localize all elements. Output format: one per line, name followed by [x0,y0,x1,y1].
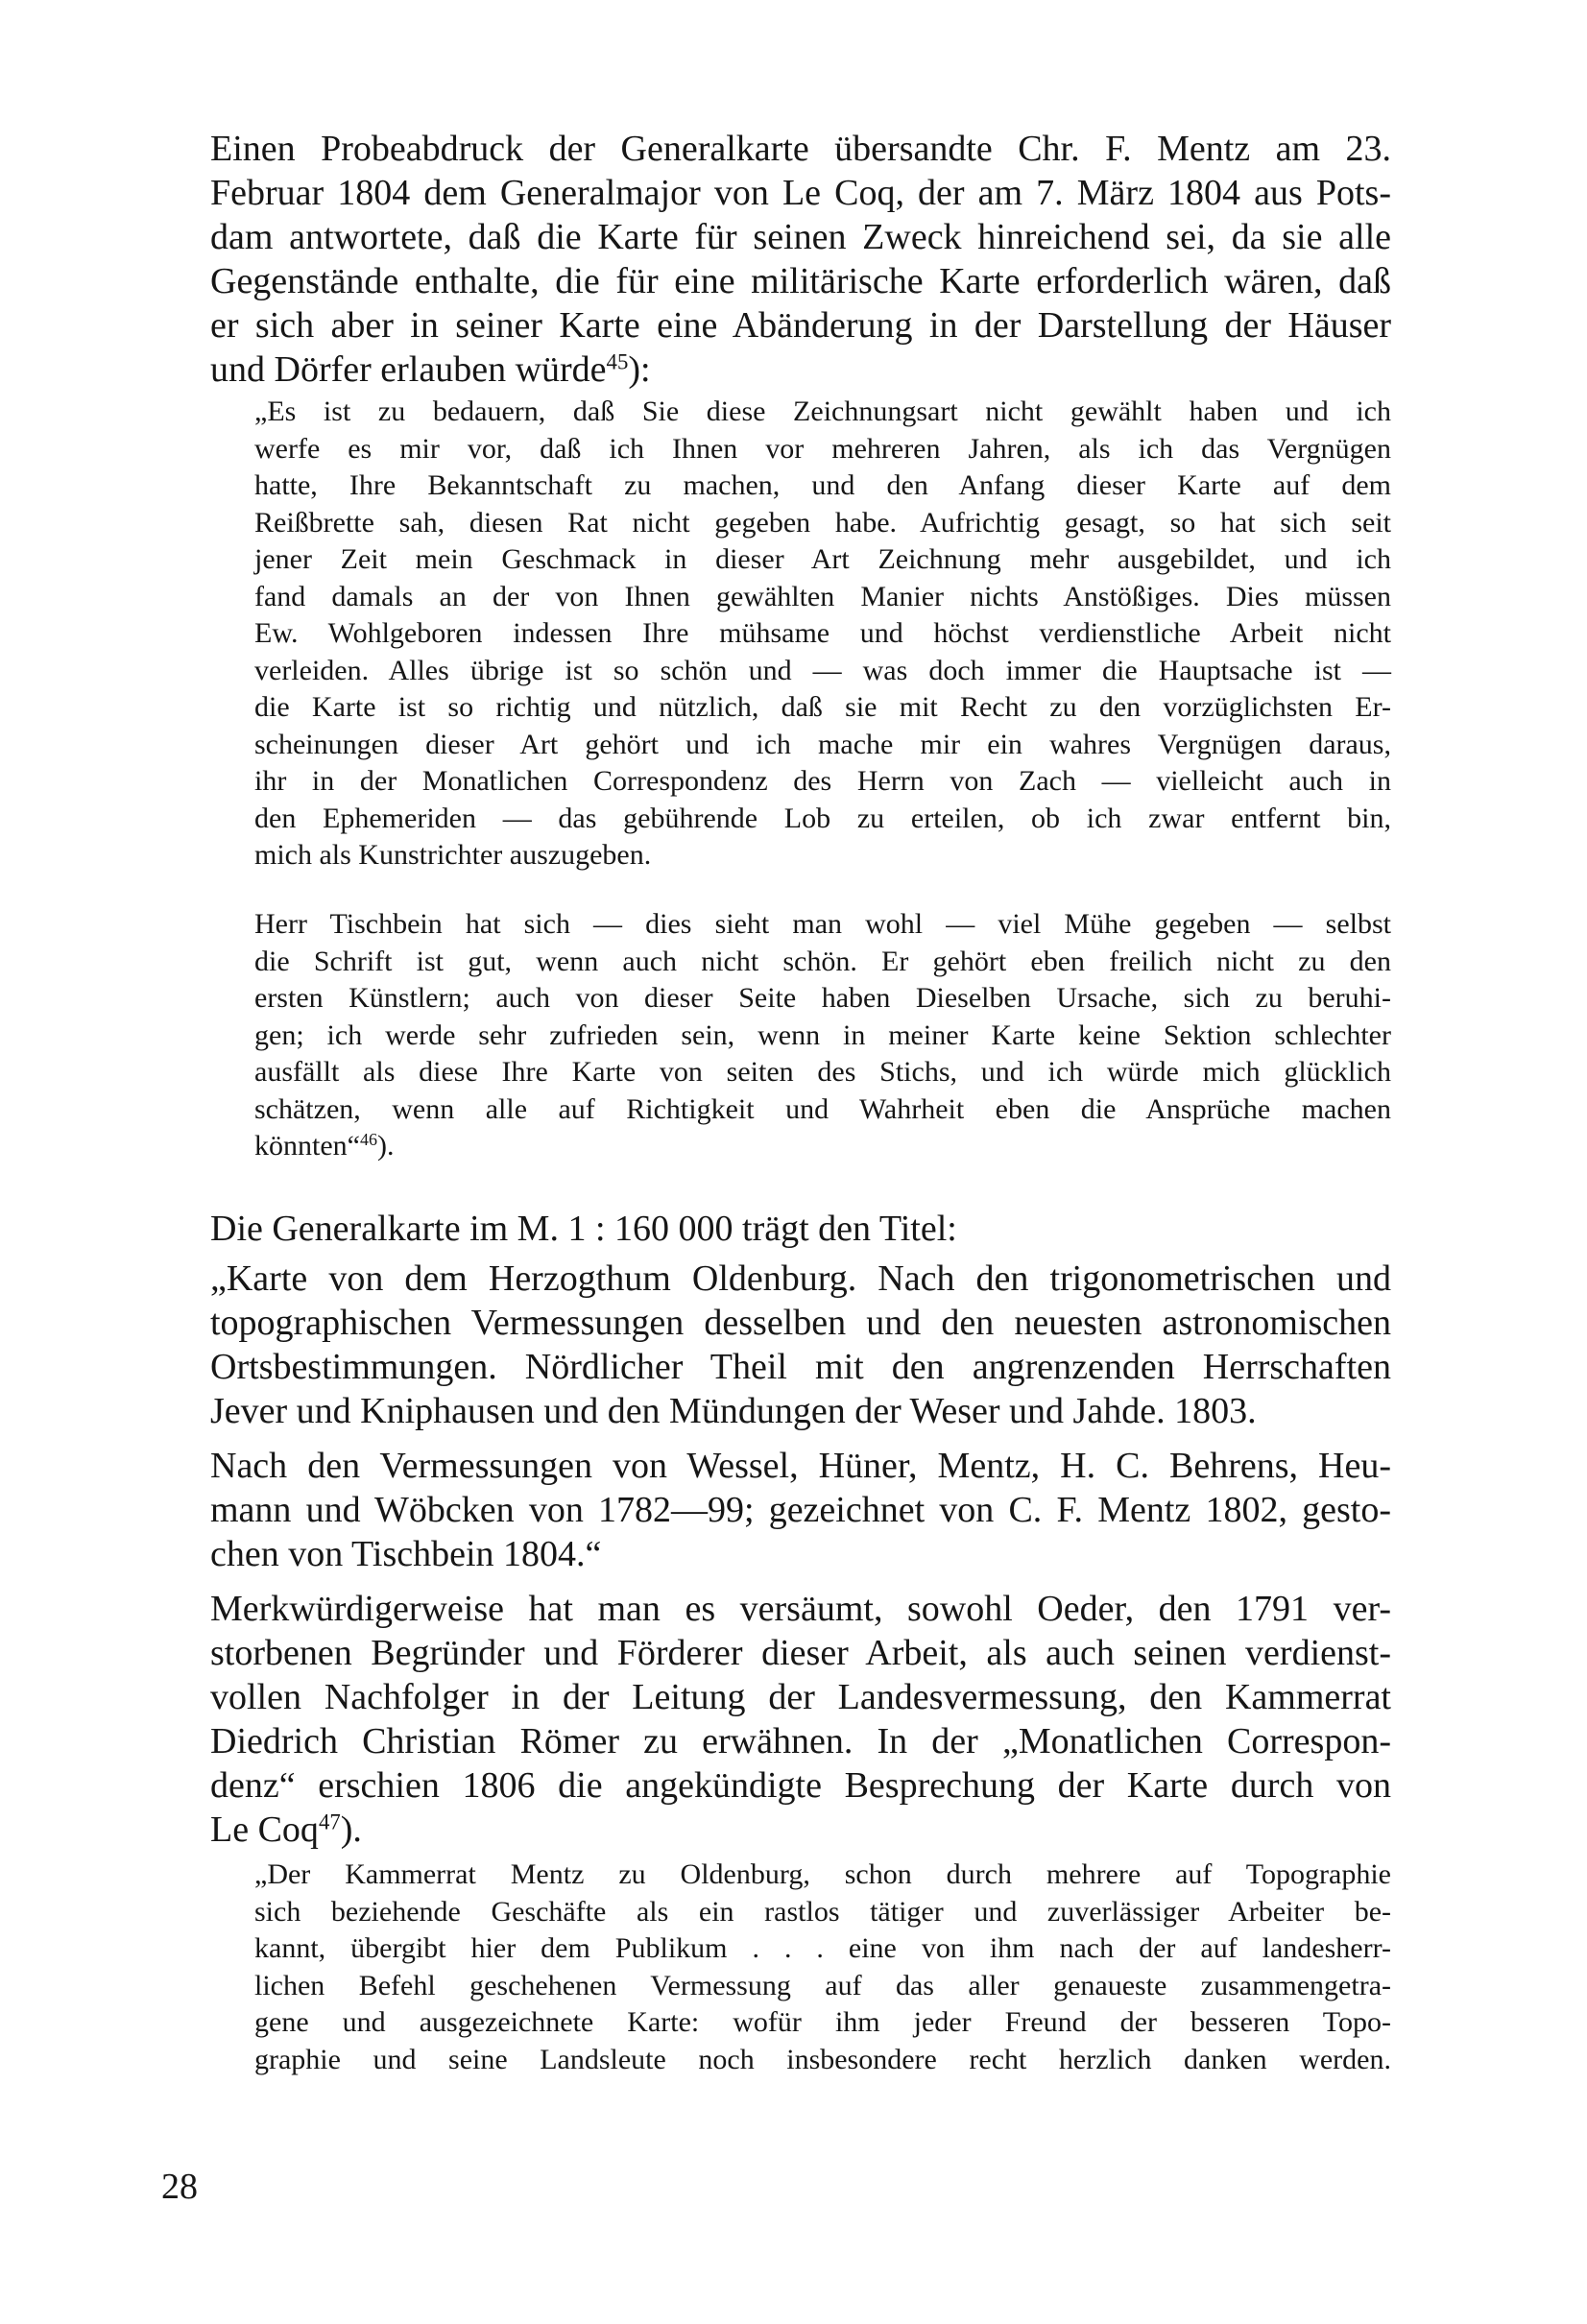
text-line: gen; ich werde sehr zufrieden sein, wenn in meiner Karte keine Sektion schlechter [254,1018,1391,1051]
text-line: Februar 1804 dem Generalmajor von Le Coq, der am 7. März 1804 aus Pots- [210,173,1391,213]
text-line: schätzen, wenn alle auf Richtigkeit und Wahrheit eben die Ansprüche machen [254,1092,1391,1125]
text-line: hatte, Ihre Bekanntschaft zu machen, und den Anfang dieser Karte auf dem [254,469,1391,501]
quote-block-tischbein [210,906,1391,1165]
text-line: lichen Befehl geschehenen Vermessung auf das aller genaueste zusammengetra- [254,1969,1391,2001]
text-fragment: ). [340,1809,362,1850]
text-line: mann und Wöbcken von 1782—99; gezeichnet von C. F. Mentz 1802, gesto- [210,1490,1391,1530]
text-line: Gegenstände enthalte, die für eine militärische Karte erforderlich wären, daß [210,261,1391,301]
text-line: den Ephemeriden — das gebührende Lob zu erteilen, ob ich zwar entfernt bin, [254,802,1391,834]
text-line: gene und ausgezeichnete Karte: wofür ihm jeder Freund der besseren Topo- [254,2006,1391,2038]
text-line: scheinungen dieser Art gehört und ich mache mir ein wahres Vergnügen daraus, [254,728,1391,760]
quote-block-lecoq [210,394,1391,874]
paragraph-review [210,1587,1391,1852]
text-line: Herr Tischbein hat sich — dies sieht man wohl — viel Mühe gegeben — selbst [254,908,1391,940]
text-line: vollen Nachfolger in der Leitung der Landesvermessung, den Kammerrat [210,1677,1391,1717]
text-line: die Karte ist so richtig und nützlich, daß sie mit Recht zu den vorzüglichsten Er- [254,691,1391,723]
text-fragment: ): [628,349,651,390]
text-line: kannt, übergibt hier dem Publikum . . . eine von ihm nach der auf landesherr- [254,1932,1391,1964]
text-line: „Der Kammerrat Mentz zu Oldenburg, schon durch mehrere auf Topographie [254,1858,1391,1890]
text-line: denz“ erschien 1806 die angekündigte Besprechung der Karte durch von [210,1765,1391,1806]
text-fragment: und Dörfer erlauben würde [210,349,607,390]
text-line: Jever und Kniphausen und den Mündungen der Weser und Jahde. 1803. [210,1391,1257,1431]
text-line: Ortsbestimmungen. Nördlicher Theil mit den angrenzenden Herrschaften [210,1347,1391,1387]
page-number: 28 [161,2167,198,2207]
text-line: graphie und seine Landsleute noch insbesondere recht herzlich danken werden. [254,2043,1391,2075]
paragraph-surveyors [210,1444,1391,1576]
paragraph-map-title [210,1257,1391,1433]
text-fragment: könnten“ [254,1130,360,1162]
text-line: sich beziehende Geschäfte als ein rastlos tätiger und zuverlässiger Arbeiter be- [254,1895,1391,1928]
footnote-ref: 46 [359,1130,377,1150]
paragraph-intro [210,127,1391,392]
text-line: die Schrift ist gut, wenn auch nicht schön. Er gehört eben freilich nicht zu den [254,945,1391,977]
text-line: ausfällt als diese Ihre Karte von seiten des Stichs, und ich würde mich glücklich [254,1056,1391,1088]
text-line: topographischen Vermessungen desselben und den neuesten astronomischen [210,1303,1391,1343]
text-line: Einen Probeabdruck der Generalkarte übersandte Chr. F. Mentz am 23. [210,129,1391,169]
text-line [210,347,1391,392]
text-line: chen von Tischbein 1804.“ [210,1534,602,1574]
text-line: Reißbrette sah, diesen Rat nicht gegeben habe. Aufrichtig gesagt, so hat sich seit [254,506,1391,539]
text-line: werfe es mir vor, daß ich Ihnen vor mehreren Jahren, als ich das Vergnügen [254,432,1391,465]
footnote-ref: 45 [606,349,629,374]
text-line: Merkwürdigerweise hat man es versäumt, sowohl Oeder, den 1791 ver- [210,1589,1391,1629]
text-line: Die Generalkarte im M. 1 : 160 000 trägt den Titel: [210,1209,957,1249]
text-line: ihr in der Monatlichen Correspondenz des Herrn von Zach — vielleicht auch in [254,765,1391,797]
text-line: Diedrich Christian Römer zu erwähnen. In der „Monatlichen Correspon- [210,1721,1391,1761]
text-line: storbenen Begründer und Förderer dieser Arbeit, als auch seinen verdienst- [210,1633,1391,1673]
text-line: Ew. Wohlgeboren indessen Ihre mühsame und höchst verdienstliche Arbeit nicht [254,617,1391,649]
text-fragment: Le Coq [210,1809,319,1850]
footnote-ref: 47 [318,1809,341,1834]
text-line: ersten Künstlern; auch von dieser Seite haben Dieselben Ursache, sich zu beruhi- [254,982,1391,1014]
text-fragment: ). [376,1130,395,1162]
quote-block-review [210,1857,1391,2078]
text-line: „Karte von dem Herzogthum Oldenburg. Nach den trigonometrischen und [210,1258,1391,1299]
text-line [254,1128,1391,1165]
paragraph-title-intro [210,1207,1391,1251]
text-line: dam antwortete, daß die Karte für seinen Zweck hinreichend sei, da sie alle [210,217,1391,257]
text-line: fand damals an der von Ihnen gewählten Manier nichts Anstößiges. Dies müssen [254,580,1391,612]
text-line: Nach den Vermessungen von Wessel, Hüner, Mentz, H. C. Behrens, Heu- [210,1446,1391,1486]
text-line [210,1808,1391,1852]
text-line: jener Zeit mein Geschmack in dieser Art Zeichnung mehr ausgebildet, und ich [254,543,1391,575]
text-line: „Es ist zu bedauern, daß Sie diese Zeichnungsart nicht gewählt haben und ich [254,395,1391,427]
text-line: mich als Kunstrichter auszugeben. [254,839,652,871]
text-line: er sich aber in seiner Karte eine Abänderung in der Darstellung der Häuser [210,305,1391,346]
text-line: verleiden. Alles übrige ist so schön und — was doch immer die Hauptsache ist — [254,654,1391,686]
